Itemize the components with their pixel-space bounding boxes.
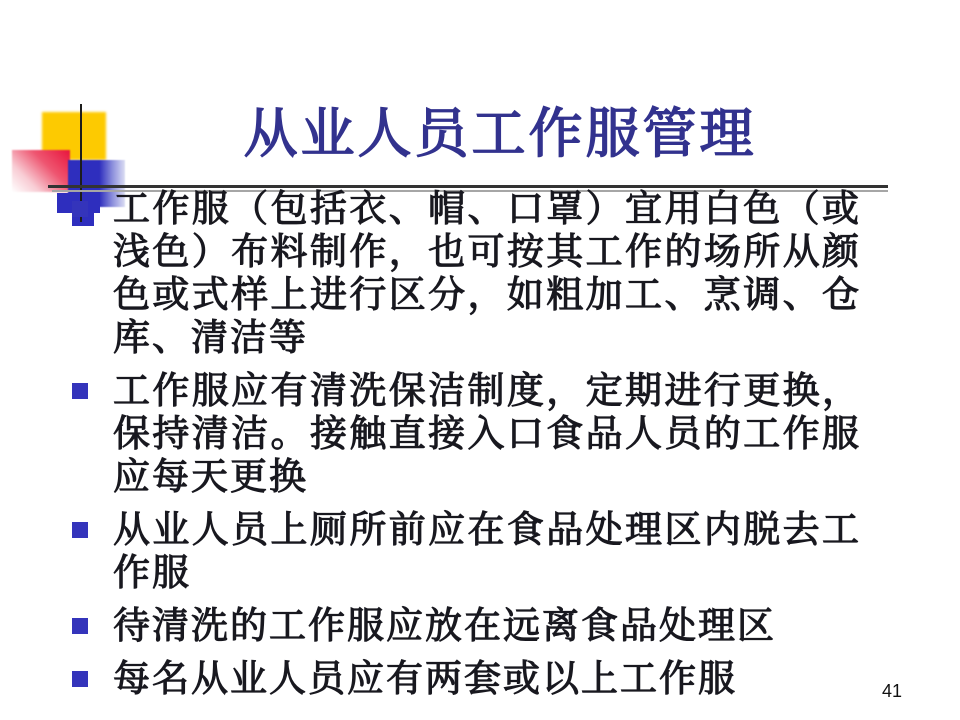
bullet-square-icon [72, 671, 88, 687]
bullet-square-icon [72, 383, 88, 399]
bullet-text: 待清洗的工作服应放在远离食品处理区 [113, 606, 776, 647]
bullet-text: 工作服应有清洗保洁制度，定期进行更换，保持清洁。接触直接入口食品人员的工作服应每天更换 [113, 371, 861, 498]
bullet-item [57, 658, 892, 701]
bullet-item [57, 188, 892, 360]
bullet-text: 工作服（包括衣、帽、口罩）宜用白色（或浅色）布料制作，也可按其工作的场所从颜色或式样上进行区分，如粗加工、烹调、仓库、清洁等 [113, 189, 861, 359]
bullet-text: 每名从业人员应有两套或以上工作服 [113, 659, 737, 700]
page-number: 41 [881, 681, 902, 701]
bullet-square-icon [72, 522, 88, 538]
bullet-square-icon [72, 618, 88, 634]
slide-title: 从业人员工作服管理 [243, 104, 757, 164]
bullet-item [57, 370, 892, 499]
bullet-text: 从业人员上厕所前应在食品处理区内脱去工作服 [113, 510, 861, 594]
bullet-square-icon [72, 201, 88, 217]
bullet-item [57, 509, 892, 595]
bullet-list [57, 188, 892, 711]
bullet-item [57, 605, 892, 648]
